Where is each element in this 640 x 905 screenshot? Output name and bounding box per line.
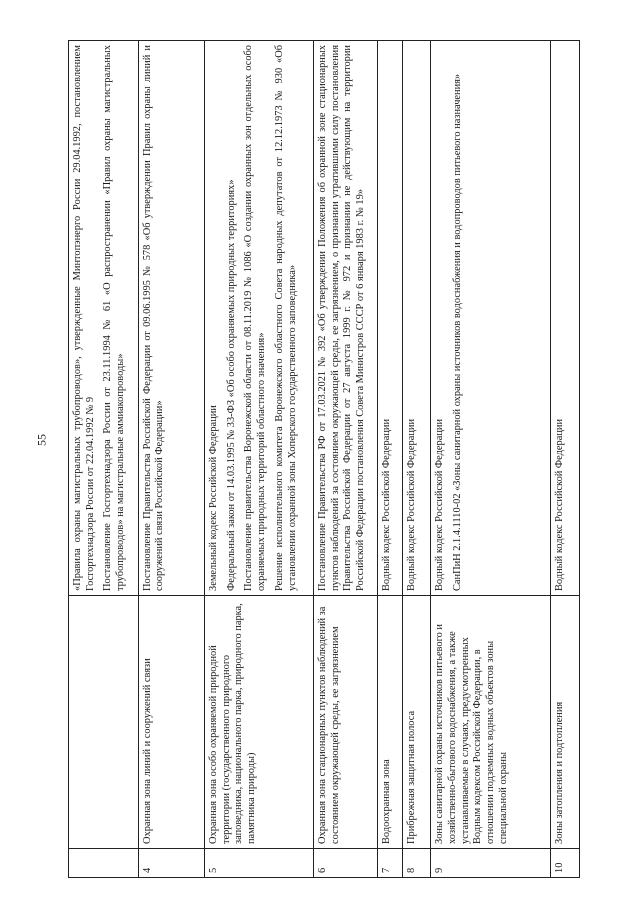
legal-basis-item: Федеральный закон от 14.03.1995 № 33-ФЗ «Об особо охраняемых природных территориях» xyxy=(225,179,237,591)
row-number: 7 xyxy=(378,849,402,878)
row-number: 5 xyxy=(205,849,314,878)
table-row xyxy=(378,41,402,878)
legal-basis xyxy=(431,41,551,596)
legal-basis-item: Земельный кодекс Российской Федерации xyxy=(208,405,220,591)
row-number: 6 xyxy=(313,849,377,878)
table-row xyxy=(551,41,580,878)
table-row xyxy=(205,41,314,878)
table-row xyxy=(431,41,551,878)
legal-basis-item: Водный кодекс Российской Федерации xyxy=(381,418,393,591)
legal-basis-item: Водный кодекс Российской Федерации xyxy=(434,418,446,591)
zone-name xyxy=(69,596,139,849)
table-row xyxy=(69,41,139,878)
row-number: 10 xyxy=(551,849,580,878)
legal-basis-item: СанПиН 2.1.4.1110-02 «Зоны санитарной охраны источников водоснабжения и водопроводов питьевого назначения» xyxy=(452,73,464,591)
legal-basis xyxy=(551,41,580,596)
legal-basis-item: Решение исполнительного комитета Воронежского областного Совета народных депутатов от 12.12.1973 № 930 «Об установлении охранной зоны Хоперского государственного заповедника» xyxy=(273,45,298,591)
legal-basis xyxy=(402,41,431,596)
legal-basis-item: Водный кодекс Российской Федерации xyxy=(554,418,566,591)
zone-name: Прибрежная защитная полоса xyxy=(402,596,431,849)
zone-name: Водоохранная зона xyxy=(378,596,402,849)
row-number: 8 xyxy=(402,849,431,878)
table-row xyxy=(138,41,205,878)
legal-basis-item: Водный кодекс Российской Федерации xyxy=(405,418,417,591)
legal-basis xyxy=(69,41,139,596)
legal-basis xyxy=(313,41,377,596)
page-number: 55 xyxy=(34,434,49,446)
legal-basis-item: Постановление правительства Воронежской области от 08.11.2019 № 1086 «О создании охранных зон отдельных особо охраняемых природных территорий областного значения» xyxy=(243,45,268,591)
legal-basis xyxy=(205,41,314,596)
zone-name: Охранная зона линий и сооружений связи xyxy=(138,596,205,849)
legal-basis-item: «Правила охраны магистральных трубопроводов», утвержденные Минтопэнерго России 29.04.1992, постановлением Госгортехнадзора России от 22.04.1992 № 9 xyxy=(72,45,96,591)
row-number xyxy=(69,849,139,878)
zone-name: Охранная зона особо охраняемой природной территории (государственного природного заповедника, национального парка, природного парка, памятника природы) xyxy=(205,596,314,849)
zone-name: Зоны затопления и подтопления xyxy=(551,596,580,849)
legal-basis-item: Постановление Правительства Российской Федерации от 09.06.1995 № 578 «Об утверждении Правил охраны линий и сооружений связи Российской Федерации» xyxy=(141,45,166,591)
zone-name: Зоны санитарной охраны источников питьевого и хозяйственно-бытового водоснабжения, а также устанавливаемые в случаях, предусмотренных Водным кодексом Российской Федерации, в отношении подземных водных объектов зоны специальной охраны xyxy=(431,596,551,849)
rotated-table-container xyxy=(68,40,580,878)
legal-basis-item: Постановление Правительства РФ от 17.03.2021 № 392 «Об утверждении Положения об охранной зоне стационарных пунктов наблюдений за состоянием окружающей среды, ее загрязнением, о признании утратившими силу постановления Правительства Российской Федерации от 27 августа 1999 г. № 972 и признании не действующим на территории Российской Федерации постановления Совета Министров СССР от 6 января 1983 г. № 19» xyxy=(316,45,366,591)
table-row xyxy=(402,41,431,878)
restrictions-table xyxy=(68,40,580,878)
row-number: 4 xyxy=(138,849,205,878)
row-number: 9 xyxy=(431,849,551,878)
legal-basis xyxy=(378,41,402,596)
table-row xyxy=(313,41,377,878)
legal-basis-item: Постановление Госгортехнадзора России от 23.11.1994 № 61 «О распространении «Правил охраны магистральных трубопроводов» на магистральные аммиакопроводы» xyxy=(102,45,127,591)
zone-name: Охранная зона стационарных пунктов наблюдений за состоянием окружающей среды, ее загрязнением xyxy=(313,596,377,849)
legal-basis xyxy=(138,41,205,596)
